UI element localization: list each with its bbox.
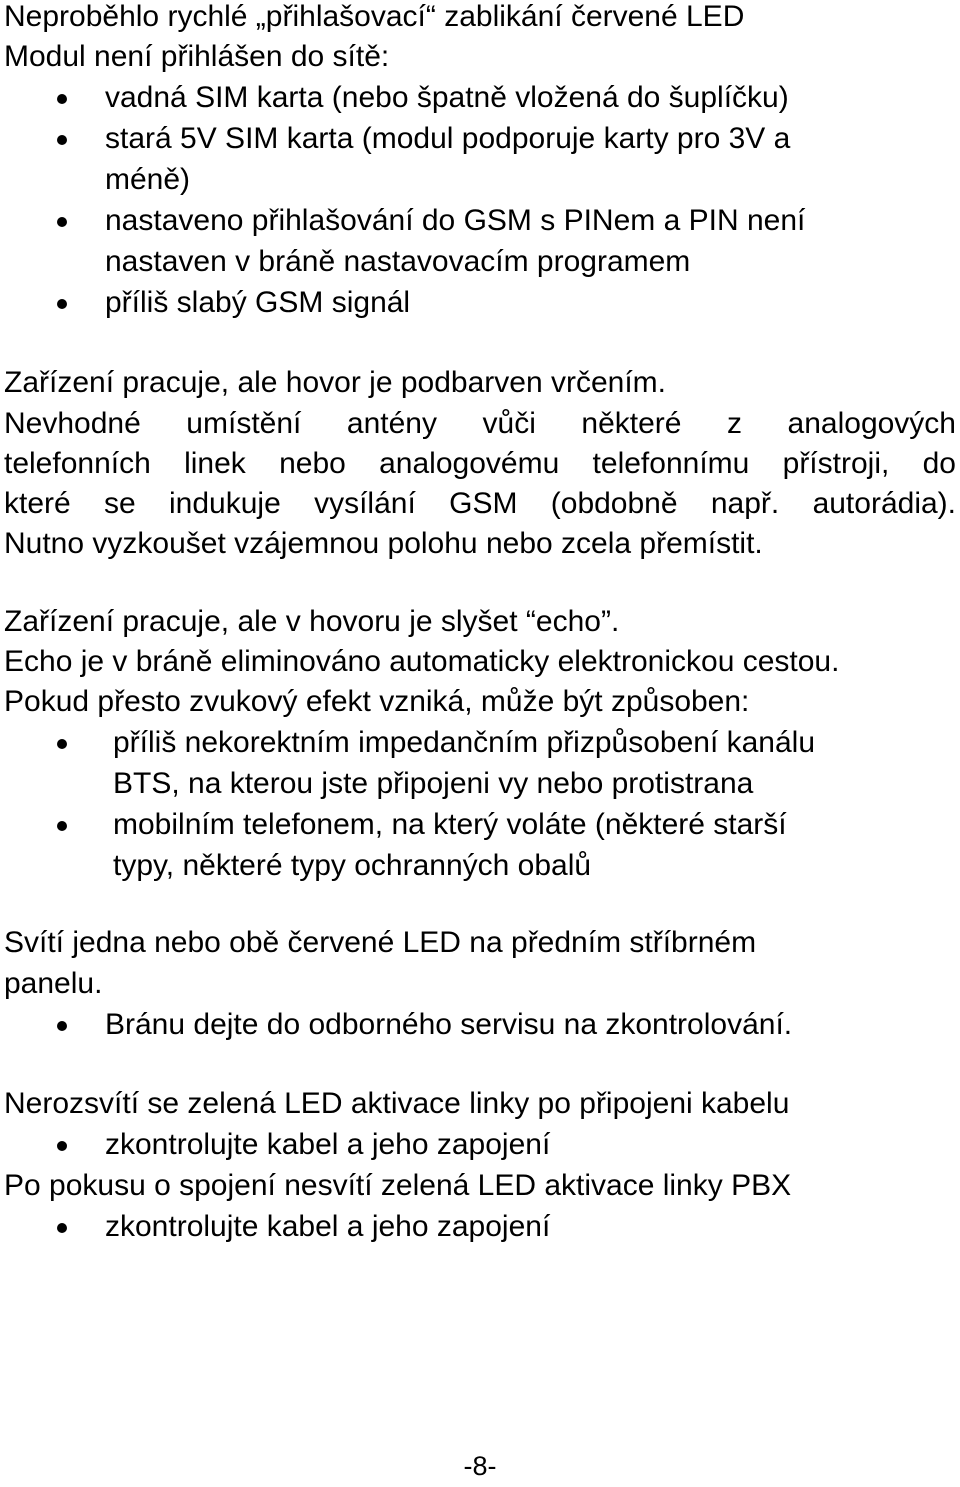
bullet-icon bbox=[57, 135, 67, 145]
bullet-icon bbox=[57, 1021, 67, 1031]
list-item-text: příliš slabý GSM signál bbox=[105, 286, 411, 319]
list-item-text: stará 5V SIM karta (modul podporuje karty pro 3V a bbox=[105, 122, 791, 155]
list-item-text: zkontrolujte kabel a jeho zapojení bbox=[105, 1210, 551, 1243]
bullet-icon bbox=[57, 1141, 67, 1151]
list-item-text: zkontrolujte kabel a jeho zapojení bbox=[105, 1128, 551, 1161]
section2-paragraph-line: které se indukuje vysílání GSM (obdobně např. autorádia). bbox=[4, 487, 956, 520]
bullet-icon bbox=[57, 299, 67, 309]
section4-title: panelu. bbox=[4, 967, 103, 1000]
section5-title: Nerozsvítí se zelená LED aktivace linky po připojeni kabelu bbox=[4, 1087, 790, 1120]
bullet-icon bbox=[57, 821, 67, 831]
section3-title: Zařízení pracuje, ale v hovoru je slyšet “echo”. bbox=[4, 605, 620, 638]
bullet-icon bbox=[57, 217, 67, 227]
section1-title: Neproběhlo rychlé „přihlašovací“ zablikání červené LED bbox=[4, 0, 745, 33]
list-item-text: mobilním telefonem, na který voláte (některé starší bbox=[113, 808, 787, 841]
section2-paragraph-line: Nevhodné umístění antény vůči některé z analogových bbox=[4, 407, 956, 440]
section2-paragraph-line: telefonních linek nebo analogovému telefonnímu přístroji, do bbox=[4, 447, 956, 480]
list-item-text: BTS, na kterou jste připojeni vy nebo protistrana bbox=[113, 767, 754, 800]
section2-paragraph-line: Nutno vyzkoušet vzájemnou polohu nebo zcela přemístit. bbox=[4, 527, 763, 560]
list-item-text: vadná SIM karta (nebo špatně vložená do šuplíčku) bbox=[105, 81, 789, 114]
list-item-text: typy, některé typy ochranných obalů bbox=[113, 849, 592, 882]
bullet-icon bbox=[57, 739, 67, 749]
list-item-text: nastaven v bráně nastavovacím programem bbox=[105, 245, 691, 278]
list-item-text: příliš nekorektním impedančním přizpůsobení kanálu bbox=[113, 726, 816, 759]
section5-title: Po pokusu o spojení nesvítí zelená LED aktivace linky PBX bbox=[4, 1169, 792, 1202]
section3-line: Echo je v bráně eliminováno automaticky elektronickou cestou. bbox=[4, 645, 840, 678]
section2-title: Zařízení pracuje, ale hovor je podbarven vrčením. bbox=[4, 366, 667, 399]
section4-title: Svítí jedna nebo obě červené LED na předním stříbrném bbox=[4, 926, 757, 959]
list-item-text: méně) bbox=[105, 163, 191, 196]
list-item-text: nastaveno přihlašování do GSM s PINem a PIN není bbox=[105, 204, 806, 237]
list-item-text: Bránu dejte do odborného servisu na zkontrolování. bbox=[105, 1008, 793, 1041]
section1-intro: Modul není přihlášen do sítě: bbox=[4, 40, 390, 73]
bullet-icon bbox=[57, 94, 67, 104]
bullet-icon bbox=[57, 1223, 67, 1233]
page-number: -8- bbox=[463, 1451, 497, 1481]
section3-line: Pokud přesto zvukový efekt vzniká, může být způsoben: bbox=[4, 685, 750, 718]
